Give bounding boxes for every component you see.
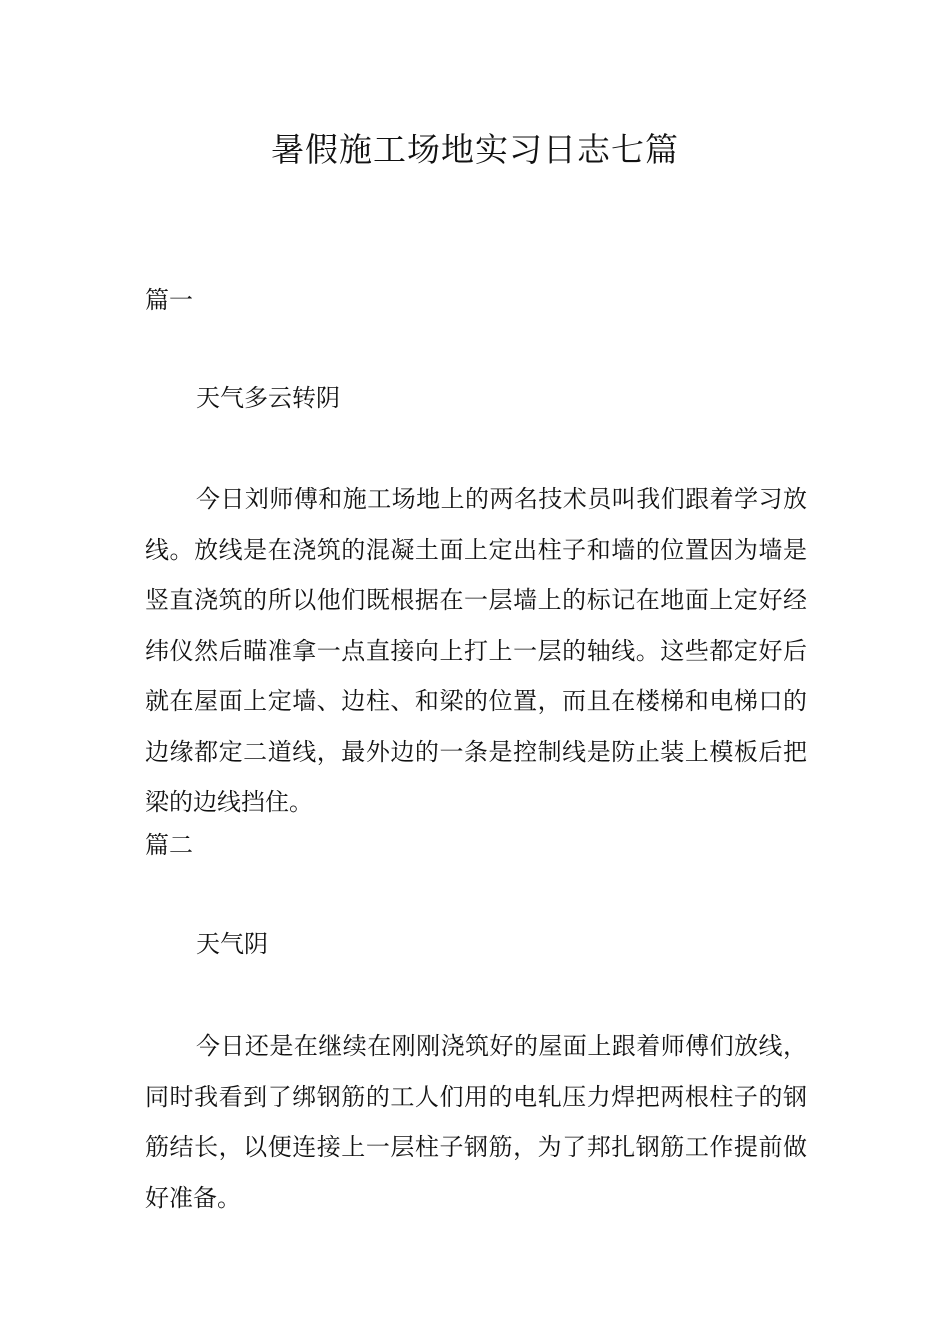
section-heading-1: 篇一 <box>145 286 193 314</box>
weather-line-2: 天气阴 <box>196 930 268 958</box>
section-heading-2: 篇二 <box>145 831 193 859</box>
log-paragraph-2: 今日还是在继续在刚刚浇筑好的屋面上跟着师傅们放线，同时我看到了绑钢筋的工人们用的电轧压力焊把两根柱子的钢筋结长，以便连接上一层柱子钢筋，为了邦扎钢筋工作提前做好准备。 <box>145 1032 807 1212</box>
document-title: 暑假施工场地实习日志七篇 <box>271 130 679 169</box>
weather-line-1: 天气多云转阴 <box>196 384 340 412</box>
log-paragraph-1: 今日刘师傅和施工场地上的两名技术员叫我们跟着学习放线。放线是在浇筑的混凝土面上定出柱子和墙的位置因为墙是竖直浇筑的所以他们既根据在一层墙上的标记在地面上定好经纬仪然后瞄准拿一点直接向上打上一层的轴线。这些都定好后就在屋面上定墙、边柱、和梁的位置，而且在楼梯和电梯口的边缘都定二道线，最外边的一条是控制线是防止装上模板后把梁的边线挡住。 <box>145 485 807 816</box>
